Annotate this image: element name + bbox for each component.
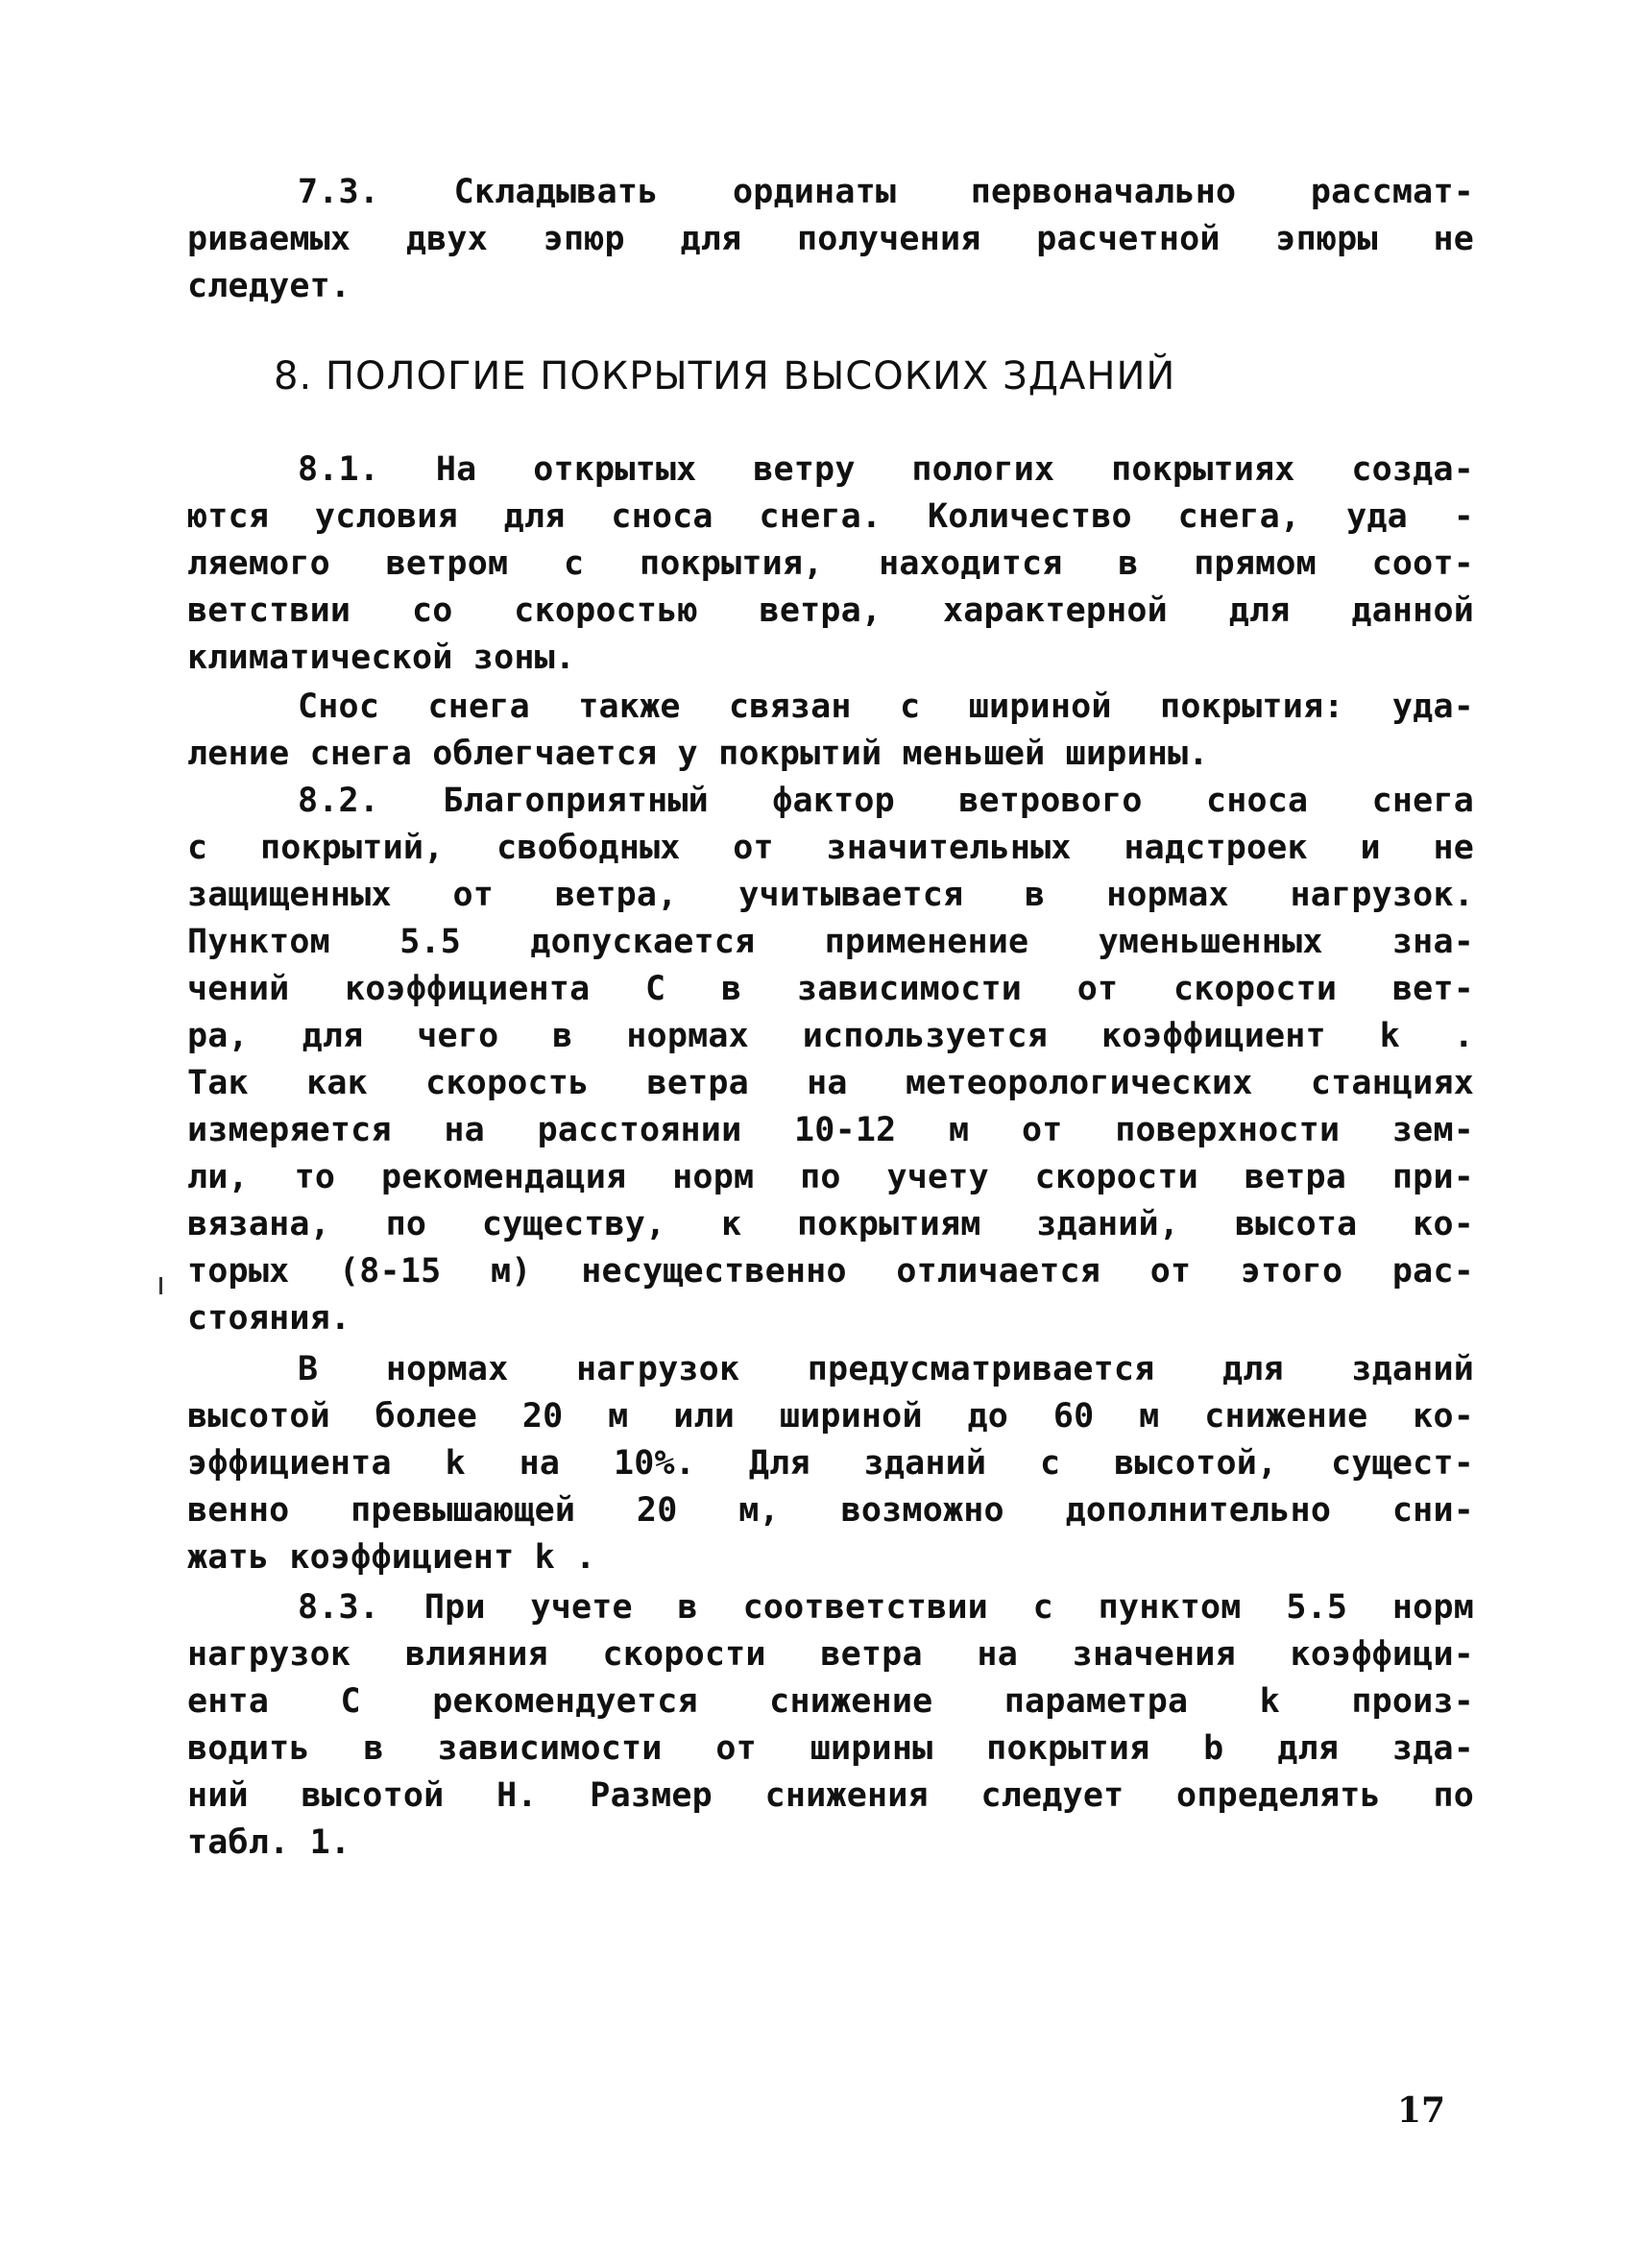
- text-line: ются условия для сноса снега. Количество снега, уда -: [187, 497, 1474, 536]
- text-line: 8.1. На открытых ветру пологих покрытиях созда-: [298, 450, 1474, 489]
- text-line: защищенных от ветра, учитывается в нормах нагрузок.: [187, 876, 1474, 914]
- scan-mark: [159, 1277, 162, 1294]
- text-line: ление снега облегчается у покрытий меньшей ширины.: [187, 735, 1209, 773]
- text-line: Так как скорость ветра на метеорологических станциях: [187, 1064, 1474, 1102]
- text-line: венно превышающей 20 м, возможно дополнительно сни-: [187, 1491, 1474, 1530]
- text-line: Пунктом 5.5 допускается применение уменьшенных зна-: [187, 923, 1474, 961]
- text-line: ента C рекомендуется снижение параметра k произ-: [187, 1682, 1474, 1721]
- text-line: табл. 1.: [187, 1823, 351, 1862]
- text-line: стояния.: [187, 1299, 351, 1338]
- text-line: ляемого ветром с покрытия, находится в прямом соот-: [187, 544, 1474, 583]
- text-line: ветствии со скоростью ветра, характерной для данной: [187, 591, 1474, 630]
- text-line: 8.3. При учете в соответствии с пунктом 5.5 норм: [298, 1588, 1474, 1627]
- text-line: измеряется на расстоянии 10-12 м от поверхности зем-: [187, 1111, 1474, 1149]
- text-line: высотой более 20 м или шириной до 60 м снижение ко-: [187, 1397, 1474, 1436]
- text-line: вязана, по существу, к покрытиям зданий, высота ко-: [187, 1205, 1474, 1243]
- text-line: с покрытий, свободных от значительных надстроек и не: [187, 829, 1474, 867]
- text-line: ра, для чего в нормах используется коэффициент k .: [187, 1017, 1474, 1055]
- text-line: жать коэффициент k .: [187, 1538, 596, 1577]
- text-line: Снос снега также связан с шириной покрытия: уда-: [298, 688, 1474, 726]
- text-line: чений коэффициента C в зависимости от скорости вет-: [187, 970, 1474, 1008]
- page-number: 17: [1397, 2090, 1446, 2131]
- text-line: торых (8-15 м) несущественно отличается от этого рас-: [187, 1252, 1474, 1291]
- text-line: эффициента k на 10%. Для зданий с высотой, сущест-: [187, 1444, 1474, 1483]
- text-line: климатической зоны.: [187, 639, 576, 677]
- text-line: ний высотой H. Размер снижения следует определять по: [187, 1776, 1474, 1815]
- text-line: следует.: [187, 267, 351, 305]
- text-line: 7.3. Складывать ординаты первоначально рассмат-: [298, 173, 1474, 211]
- text-line: риваемых двух эпюр для получения расчетной эпюры не: [187, 220, 1474, 258]
- text-line: ли, то рекомендация норм по учету скорости ветра при-: [187, 1158, 1474, 1196]
- text-line: нагрузок влияния скорости ветра на значения коэффици-: [187, 1635, 1474, 1674]
- section-heading: 8. ПОЛОГИЕ ПОКРЫТИЯ ВЫСОКИХ ЗДАНИЙ: [274, 354, 1176, 398]
- text-line: В нормах нагрузок предусматривается для зданий: [298, 1350, 1474, 1388]
- text-line: 8.2. Благоприятный фактор ветрового сноса снега: [298, 782, 1474, 820]
- text-line: водить в зависимости от ширины покрытия b для зда-: [187, 1729, 1474, 1768]
